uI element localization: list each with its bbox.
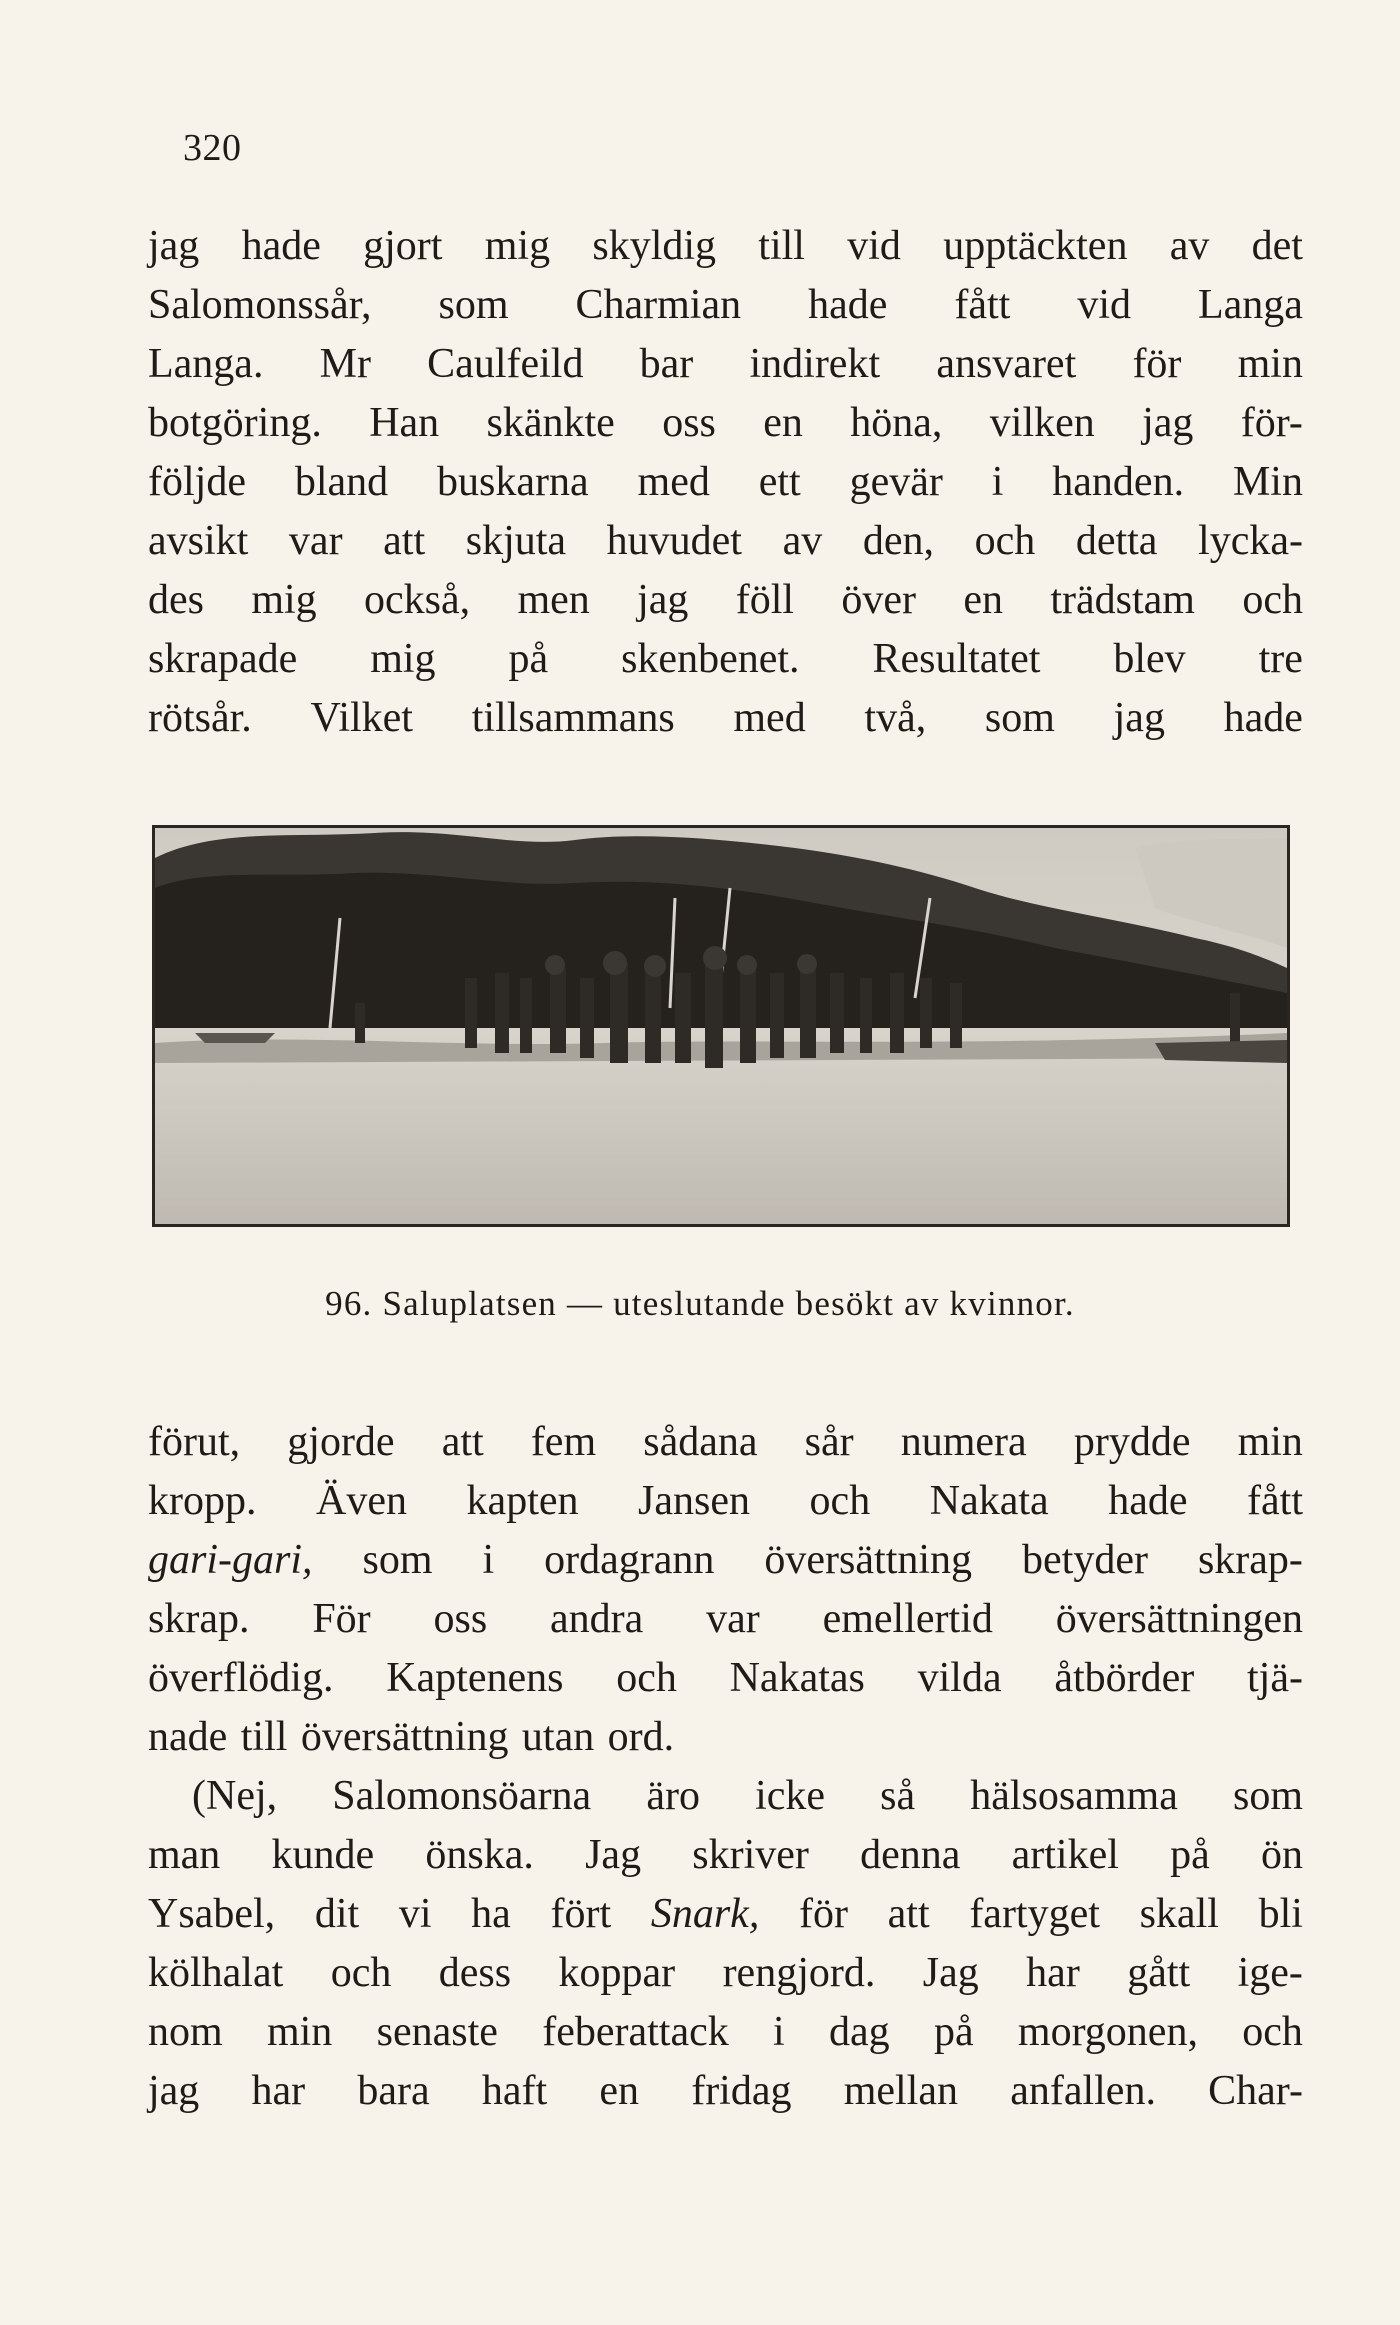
word: ett <box>758 459 801 505</box>
word: höna, <box>850 400 943 446</box>
text-line <box>148 276 1303 335</box>
word: dit <box>314 1891 360 1937</box>
text-line <box>148 453 1303 512</box>
word: gevär <box>849 459 943 505</box>
word: mig <box>484 223 551 269</box>
word: så <box>880 1773 916 1819</box>
word: för <box>799 1891 848 1937</box>
word: tillsammans <box>471 695 675 741</box>
word: att <box>441 1419 484 1465</box>
word: Jansen <box>638 1478 751 1524</box>
word: två, <box>864 695 927 741</box>
word: Resultatet <box>872 636 1041 682</box>
caption-number: 96. <box>325 1284 373 1323</box>
word: utan <box>521 1714 595 1760</box>
word: och <box>809 1478 871 1524</box>
beach-photo-illustration <box>155 828 1287 1224</box>
word: nade <box>148 1714 228 1760</box>
text-line <box>148 1590 1303 1649</box>
word: min <box>1237 341 1303 387</box>
word: Mr <box>319 341 371 387</box>
word: blev <box>1113 636 1186 682</box>
word: på <box>508 636 549 682</box>
text-line <box>148 512 1303 571</box>
word: att <box>887 1891 930 1937</box>
word: jag <box>148 2068 200 2114</box>
word: rötsår. <box>148 695 252 741</box>
word: ordagrann <box>544 1537 715 1583</box>
word: fått <box>954 282 1011 328</box>
word: till <box>240 1714 288 1760</box>
word: bar <box>639 341 694 387</box>
word: som <box>438 282 509 328</box>
figure-caption <box>0 1284 1400 1324</box>
word: skall <box>1139 1891 1219 1937</box>
word: skrap. <box>148 1596 250 1642</box>
word: Salomonssår, <box>148 282 372 328</box>
word: Min <box>1232 459 1303 505</box>
word: min <box>1237 1419 1303 1465</box>
word: ige- <box>1237 1950 1303 1996</box>
word: har <box>1026 1950 1080 1996</box>
word: fem <box>530 1419 597 1465</box>
word: önska. <box>425 1832 534 1878</box>
word: hade <box>1108 1478 1188 1524</box>
word: Langa. <box>148 341 264 387</box>
paragraph-2 <box>148 1413 1303 2121</box>
word: Även <box>316 1478 408 1524</box>
word: i <box>482 1537 495 1583</box>
word: en <box>763 400 803 446</box>
word: var <box>706 1596 760 1642</box>
word: i <box>991 459 1004 505</box>
word: mellan <box>843 2068 958 2114</box>
word: Char- <box>1208 2068 1303 2114</box>
word: betyder <box>1022 1537 1148 1583</box>
word: jag <box>637 577 689 623</box>
word: bland <box>294 459 389 505</box>
word: förut, <box>148 1419 241 1465</box>
word: på <box>1170 1832 1210 1878</box>
word: artikel <box>1011 1832 1119 1878</box>
text-line <box>148 1472 1303 1531</box>
word: min <box>266 2009 333 2055</box>
word: hade <box>241 223 321 269</box>
word: jag <box>1142 400 1194 446</box>
word: fått <box>1247 1478 1303 1524</box>
word: andra <box>550 1596 644 1642</box>
word: hälsosamma <box>970 1773 1178 1819</box>
word: och <box>616 1655 677 1701</box>
word: Salomonsöarna <box>332 1773 592 1819</box>
word: oss <box>662 400 716 446</box>
word: bli <box>1258 1891 1303 1937</box>
word: Ysabel, <box>148 1891 276 1937</box>
word: gått <box>1127 1950 1191 1996</box>
word: kölhalat <box>148 1950 284 1996</box>
word: som <box>1232 1773 1303 1819</box>
word: ansvaret <box>936 341 1077 387</box>
word: numera <box>900 1419 1027 1465</box>
word: gari-gari, <box>148 1537 313 1583</box>
word: åtbörder <box>1054 1655 1195 1701</box>
word: huvudet <box>606 518 742 564</box>
word: det <box>1251 223 1303 269</box>
word: i <box>773 2009 785 2055</box>
word: Langa <box>1197 282 1303 328</box>
word: skrapade <box>148 636 298 682</box>
word: och <box>974 518 1036 564</box>
word: botgöring. <box>148 400 322 446</box>
word: av <box>782 518 823 564</box>
word: nom <box>148 2009 223 2055</box>
word: ön <box>1260 1832 1303 1878</box>
word: Caulfeild <box>427 341 584 387</box>
word: tjä- <box>1247 1655 1303 1701</box>
text-line <box>148 394 1303 453</box>
word: gjorde <box>287 1419 395 1465</box>
word: vid <box>1077 282 1131 328</box>
word: också, <box>364 577 471 623</box>
caption-text: Saluplatsen — uteslutande besökt av kvinnor. <box>382 1284 1075 1323</box>
word: Kaptenens <box>386 1655 564 1701</box>
word: kropp. <box>148 1478 257 1524</box>
word: föll <box>735 577 795 623</box>
word: ha <box>471 1891 511 1937</box>
text-line <box>148 1708 1303 1767</box>
word: denna <box>860 1832 961 1878</box>
text-line <box>148 571 1303 630</box>
word: (Nej, <box>192 1773 278 1819</box>
text-line <box>148 1531 1303 1590</box>
word: som <box>362 1537 433 1583</box>
word: handen. <box>1052 459 1185 505</box>
word: och <box>1242 577 1303 623</box>
word: vilken <box>989 400 1095 446</box>
word: har <box>251 2068 306 2114</box>
word: feberattack <box>542 2009 729 2055</box>
word: kunde <box>271 1832 375 1878</box>
word: vi <box>398 1891 432 1937</box>
text-line <box>148 1649 1303 1708</box>
word: gjort <box>363 223 443 269</box>
word: en <box>963 577 1004 623</box>
word: äro <box>646 1773 700 1819</box>
word: dag <box>829 2009 890 2055</box>
word: som <box>984 695 1055 741</box>
word: för <box>1132 341 1182 387</box>
word: var <box>288 518 343 564</box>
word: skyldig <box>592 223 717 269</box>
word: med <box>733 695 806 741</box>
word: buskarna <box>437 459 589 505</box>
word: skänkte <box>486 400 615 446</box>
paragraph-1 <box>148 217 1303 748</box>
word: överflödig. <box>148 1655 334 1701</box>
word: sådana <box>643 1419 758 1465</box>
word: att <box>383 518 426 564</box>
word: Han <box>369 400 440 446</box>
word: följde <box>148 459 246 505</box>
text-line <box>148 2062 1303 2121</box>
word: indirekt <box>749 341 881 387</box>
photo-market-place <box>152 825 1290 1227</box>
word: För <box>312 1596 371 1642</box>
word: jag <box>148 223 200 269</box>
word: avsikt <box>148 518 249 564</box>
word: koppar <box>558 1950 676 1996</box>
word: vid <box>847 223 901 269</box>
word: upptäckten <box>943 223 1128 269</box>
word: Nakata <box>929 1478 1049 1524</box>
text-line <box>148 1413 1303 1472</box>
word: haft <box>481 2068 548 2114</box>
word: man <box>148 1832 221 1878</box>
word: bara <box>357 2068 430 2114</box>
word: av <box>1169 223 1210 269</box>
word: kapten <box>466 1478 579 1524</box>
word: senaste <box>376 2009 498 2055</box>
text-line <box>148 1826 1303 1885</box>
word: över <box>841 577 917 623</box>
word: Jag <box>922 1950 979 1996</box>
word: översättning <box>300 1714 509 1760</box>
word: med <box>637 459 710 505</box>
word: skriver <box>692 1832 809 1878</box>
word: fridag <box>691 2068 792 2114</box>
text-line <box>148 1944 1303 2003</box>
word: den, <box>862 518 934 564</box>
word: skjuta <box>465 518 567 564</box>
word: fört <box>550 1891 612 1937</box>
word: emellertid <box>822 1596 993 1642</box>
word: Vilket <box>310 695 413 741</box>
text-line <box>148 217 1303 276</box>
word: icke <box>755 1773 826 1819</box>
word: hade <box>808 282 888 328</box>
word: jag <box>1113 695 1165 741</box>
word: fartyget <box>969 1891 1100 1937</box>
word: och <box>330 1950 392 1996</box>
word: och <box>1242 2009 1303 2055</box>
text-line <box>148 630 1303 689</box>
word: tre <box>1258 636 1303 682</box>
word: sår <box>804 1419 854 1465</box>
word: dess <box>438 1950 512 1996</box>
word: morgonen, <box>1017 2009 1198 2055</box>
word: lycka- <box>1198 518 1303 564</box>
word: Snark, <box>650 1891 760 1937</box>
word: för- <box>1240 400 1303 446</box>
word: anfallen. <box>1010 2068 1156 2114</box>
word: till <box>758 223 805 269</box>
word: Nakatas <box>729 1655 865 1701</box>
word: på <box>933 2009 974 2055</box>
text-line <box>148 335 1303 394</box>
word: hade <box>1223 695 1303 741</box>
word: detta <box>1075 518 1158 564</box>
word: rengjord. <box>722 1950 876 1996</box>
word: mig <box>251 577 317 623</box>
word: Charmian <box>575 282 742 328</box>
word: men <box>517 577 590 623</box>
text-line <box>148 689 1303 748</box>
word: trädstam <box>1050 577 1195 623</box>
word: mig <box>370 636 436 682</box>
word: översättning <box>764 1537 973 1583</box>
text-line <box>148 1885 1303 1944</box>
text-line <box>148 2003 1303 2062</box>
word: skrap- <box>1197 1537 1303 1583</box>
page-number: 320 <box>183 127 242 169</box>
word: des <box>148 577 204 623</box>
word: prydde <box>1073 1419 1191 1465</box>
word: skenbenet. <box>621 636 800 682</box>
word: oss <box>433 1596 488 1642</box>
word: ord. <box>607 1714 675 1760</box>
word: Jag <box>585 1832 642 1878</box>
word: översättningen <box>1055 1596 1303 1642</box>
word: en <box>599 2068 639 2114</box>
word: vilda <box>917 1655 1002 1701</box>
text-line <box>148 1767 1303 1826</box>
